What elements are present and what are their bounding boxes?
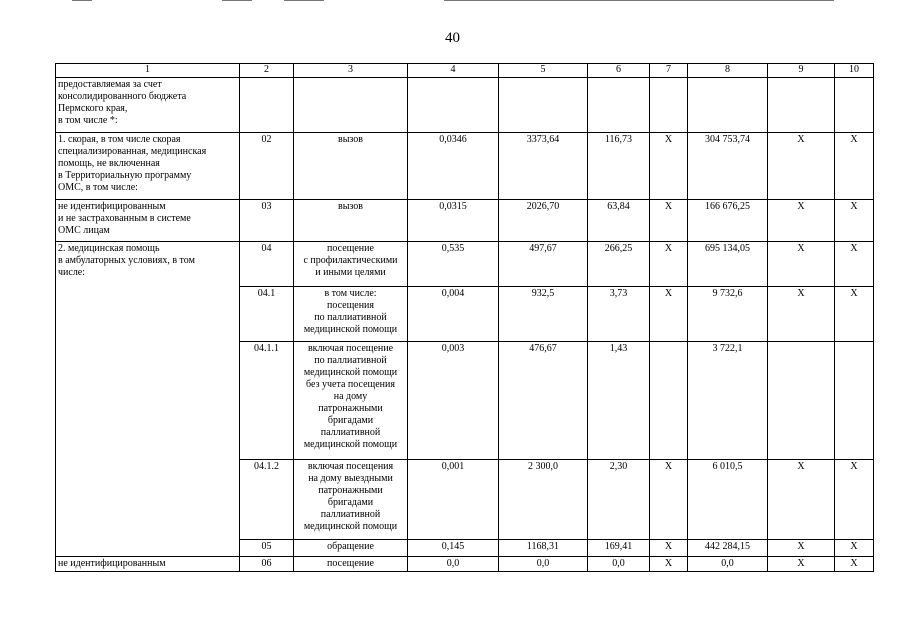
value-cell: X (768, 287, 835, 342)
value-cell: 266,25 (588, 242, 650, 287)
unit-cell: посещение с профилактическими и иными целями (294, 242, 408, 287)
value-cell (835, 342, 874, 460)
value-cell: 3373,64 (499, 133, 588, 200)
value-cell: 116,73 (588, 133, 650, 200)
row-code-cell: 03 (240, 200, 294, 242)
unit-cell: включая посещение по паллиативной медицинской помощи без учета посещения на дому патронажными бригадами паллиативной медицинской помощи (294, 342, 408, 460)
value-cell: 695 134,05 (688, 242, 768, 287)
value-cell (688, 78, 768, 133)
value-cell: 2 300,0 (499, 460, 588, 540)
value-cell: 1168,31 (499, 540, 588, 557)
page-number: 40 (445, 30, 460, 46)
unit-cell: включая посещения на дому выездными патронажными бригадами паллиативной медицинской помощи (294, 460, 408, 540)
value-cell: 0,0 (588, 557, 650, 572)
unit-cell: вызов (294, 133, 408, 200)
table-row (56, 557, 874, 572)
value-cell: 0,001 (408, 460, 499, 540)
value-cell: 9 732,6 (688, 287, 768, 342)
scan-artifact-line (72, 0, 92, 1)
value-cell: X (835, 557, 874, 572)
value-cell: X (650, 242, 688, 287)
indicator-cell: не идентифицированным (56, 557, 240, 572)
col-header: 3 (294, 64, 408, 78)
row-code-cell: 06 (240, 557, 294, 572)
value-cell: 6 010,5 (688, 460, 768, 540)
value-cell: X (835, 242, 874, 287)
indicator-cell: 2. медицинская помощь в амбулаторных условиях, в том числе: (56, 242, 240, 557)
value-cell: X (835, 287, 874, 342)
value-cell: X (768, 557, 835, 572)
value-cell: X (768, 242, 835, 287)
unit-cell (294, 78, 408, 133)
value-cell (408, 78, 499, 133)
value-cell: X (650, 287, 688, 342)
row-code-cell: 04.1.2 (240, 460, 294, 540)
col-header: 1 (56, 64, 240, 78)
value-cell: X (835, 133, 874, 200)
value-cell: 166 676,25 (688, 200, 768, 242)
value-cell: 1,43 (588, 342, 650, 460)
value-cell (588, 78, 650, 133)
data-table (55, 63, 874, 572)
col-header: 6 (588, 64, 650, 78)
unit-cell: в том числе: посещения по паллиативной медицинской помощи (294, 287, 408, 342)
col-header: 2 (240, 64, 294, 78)
value-cell: X (768, 540, 835, 557)
row-code-cell: 05 (240, 540, 294, 557)
table-row (56, 242, 874, 287)
value-cell: 0,0 (499, 557, 588, 572)
value-cell: X (650, 200, 688, 242)
value-cell: 2026,70 (499, 200, 588, 242)
value-cell: 442 284,15 (688, 540, 768, 557)
column-number-row (56, 64, 874, 78)
table-row (56, 78, 874, 133)
value-cell: 0,0346 (408, 133, 499, 200)
value-cell: 304 753,74 (688, 133, 768, 200)
value-cell: 0,004 (408, 287, 499, 342)
value-cell: X (650, 557, 688, 572)
unit-cell: обращение (294, 540, 408, 557)
value-cell: X (768, 200, 835, 242)
value-cell: 0,0 (688, 557, 768, 572)
scan-artifact-line (222, 0, 252, 1)
value-cell: X (835, 200, 874, 242)
indicator-cell: предоставляемая за счет консолидированного бюджета Пермского края, в том числе *: (56, 78, 240, 133)
col-header: 7 (650, 64, 688, 78)
value-cell: 476,67 (499, 342, 588, 460)
value-cell: 0,535 (408, 242, 499, 287)
row-code-cell: 04.1.1 (240, 342, 294, 460)
col-header: 8 (688, 64, 768, 78)
value-cell: X (650, 540, 688, 557)
value-cell (768, 342, 835, 460)
value-cell: 0,145 (408, 540, 499, 557)
value-cell: X (835, 540, 874, 557)
col-header: 9 (768, 64, 835, 78)
unit-cell: вызов (294, 200, 408, 242)
col-header: 4 (408, 64, 499, 78)
value-cell (835, 78, 874, 133)
row-code-cell: 02 (240, 133, 294, 200)
value-cell: 3 722,1 (688, 342, 768, 460)
value-cell: 169,41 (588, 540, 650, 557)
row-code-cell: 04 (240, 242, 294, 287)
value-cell: 3,73 (588, 287, 650, 342)
row-code-cell: 04.1 (240, 287, 294, 342)
row-code-cell (240, 78, 294, 133)
value-cell (650, 78, 688, 133)
value-cell: X (768, 133, 835, 200)
value-cell: X (650, 460, 688, 540)
indicator-cell: 1. скорая, в том числе скорая специализированная, медицинская помощь, не включенная в Территориальную программу ОМС, в том числе: (56, 133, 240, 200)
value-cell: 0,0315 (408, 200, 499, 242)
table-row (56, 133, 874, 200)
value-cell (499, 78, 588, 133)
value-cell: X (650, 133, 688, 200)
value-cell: 2,30 (588, 460, 650, 540)
value-cell: 0,003 (408, 342, 499, 460)
scan-artifact-line (444, 0, 834, 1)
scan-artifact-line (284, 0, 324, 1)
value-cell: 0,0 (408, 557, 499, 572)
value-cell: 497,67 (499, 242, 588, 287)
unit-cell: посещение (294, 557, 408, 572)
table-row (56, 200, 874, 242)
value-cell: 63,84 (588, 200, 650, 242)
col-header: 5 (499, 64, 588, 78)
value-cell (768, 78, 835, 133)
col-header: 10 (835, 64, 874, 78)
value-cell: X (835, 460, 874, 540)
value-cell: 932,5 (499, 287, 588, 342)
value-cell (650, 342, 688, 460)
value-cell: X (768, 460, 835, 540)
indicator-cell: не идентифицированным и не застрахованным в системе ОМС лицам (56, 200, 240, 242)
